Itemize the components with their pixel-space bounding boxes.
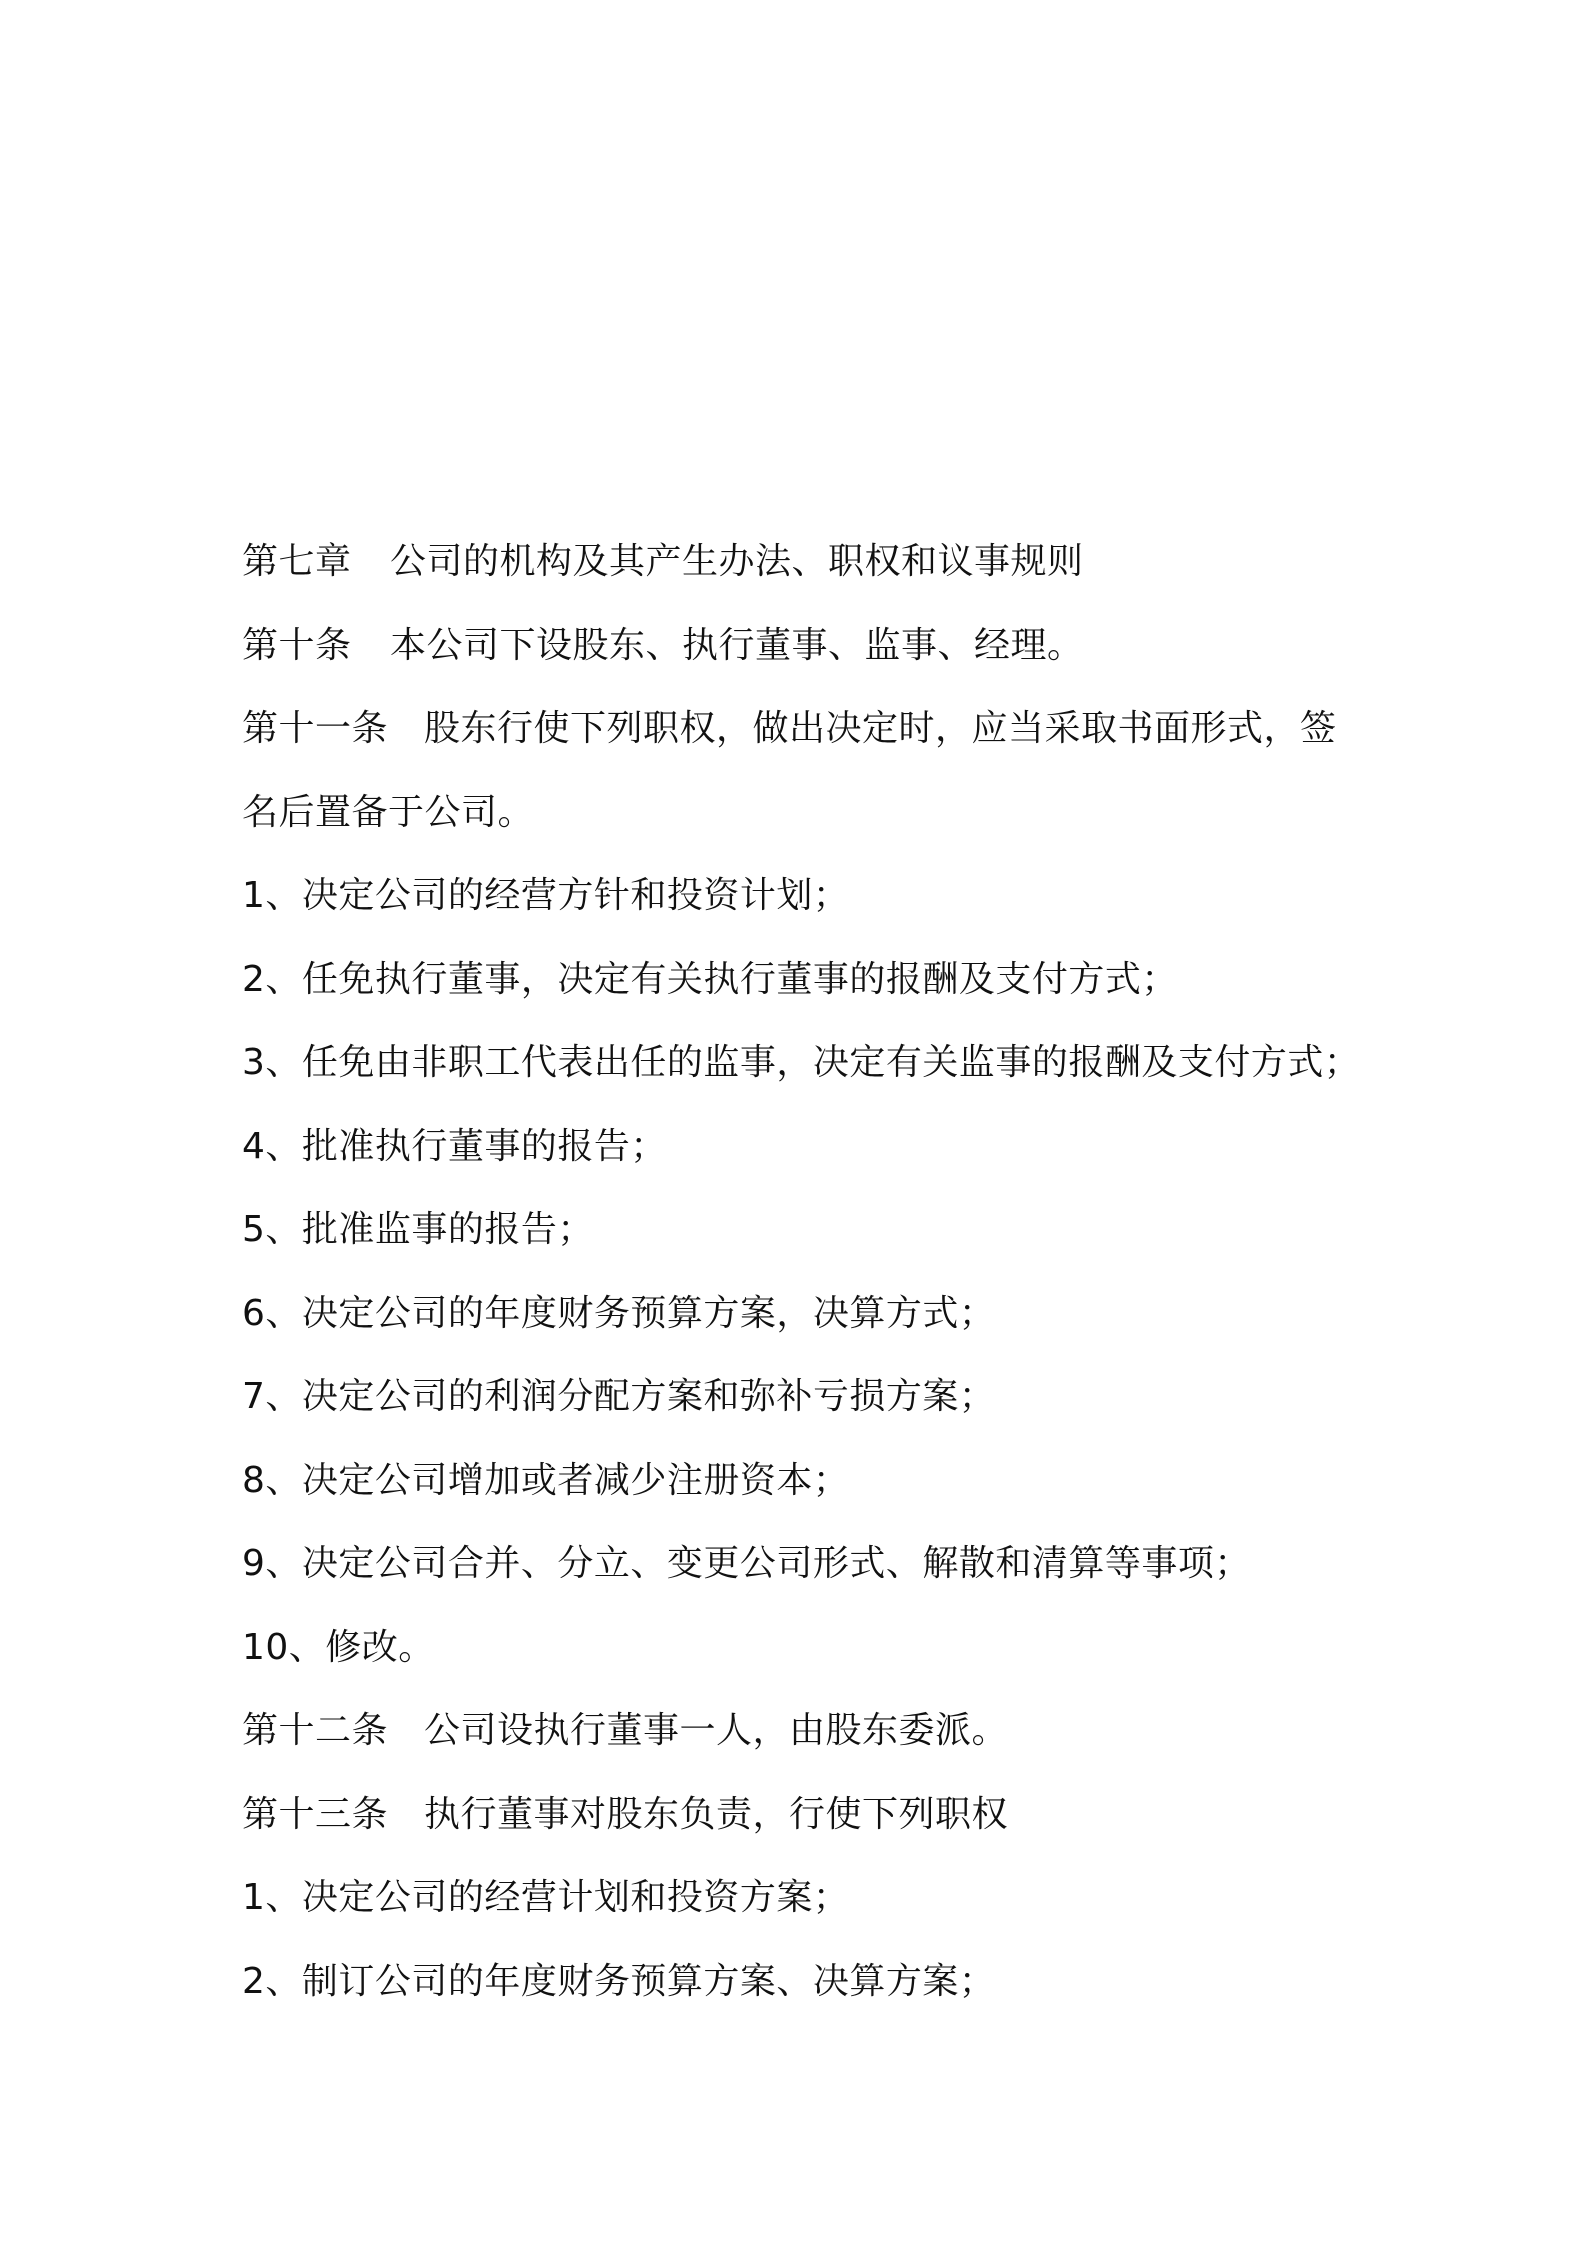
article-12: [242, 1697, 1372, 1781]
chapter-title: 公司的机构及其产生办法、职权和议事规则: [390, 541, 1084, 582]
list-item: 5、批准监事的报告；: [242, 1209, 594, 1250]
chapter-number: 第七章: [242, 541, 352, 582]
list-item: 10、修改。: [242, 1626, 435, 1668]
article-11-continuation: [242, 779, 1372, 863]
document-body: [242, 528, 1372, 2031]
article-11-text-line1: 股东行使下列职权，做出决定时，应当采取书面形式，签: [424, 708, 1337, 749]
article-13-number: 第十三条: [242, 1793, 389, 1835]
article-12-number: 第十二条: [242, 1710, 389, 1751]
article-10-text: 本公司下设股东、执行董事、监事、经理。: [390, 624, 1084, 666]
list-item: 9、决定公司合并、分立、变更公司形式、解散和清算等事项；: [242, 1543, 1251, 1584]
article-10: [242, 612, 1372, 696]
list-item: 3、任免由非职工代表出任的监事，决定有关监事的报酬及支付方式；: [242, 1042, 1361, 1083]
list-item: 2、任免执行董事，决定有关执行董事的报酬及支付方式；: [242, 958, 1178, 1000]
list-item: 1、决定公司的经营计划和投资方案；: [242, 1877, 850, 1918]
article-11: [242, 695, 1372, 779]
article-12-text: 公司设执行董事一人，由股东委派。: [424, 1710, 1009, 1751]
chapter-heading: [242, 528, 1372, 612]
list-item: 1、决定公司的经营方针和投资计划；: [242, 875, 850, 916]
list-item: 4、批准执行董事的报告；: [242, 1125, 667, 1167]
article-13: [242, 1781, 1372, 1865]
list-item: 7、决定公司的利润分配方案和弥补亏损方案；: [242, 1376, 996, 1417]
article-13-text: 执行董事对股东负责，行使下列职权: [424, 1793, 1009, 1835]
list-item: 6、决定公司的年度财务预算方案，决算方式；: [242, 1292, 996, 1334]
article-11-number: 第十一条: [242, 708, 389, 749]
article-11-text-line2: 名后置备于公司。: [242, 791, 535, 833]
article-10-number: 第十条: [242, 624, 352, 666]
list-item: 8、决定公司增加或者减少注册资本；: [242, 1459, 850, 1501]
list-item: 2、制订公司的年度财务预算方案、决算方案；: [242, 1960, 996, 2002]
